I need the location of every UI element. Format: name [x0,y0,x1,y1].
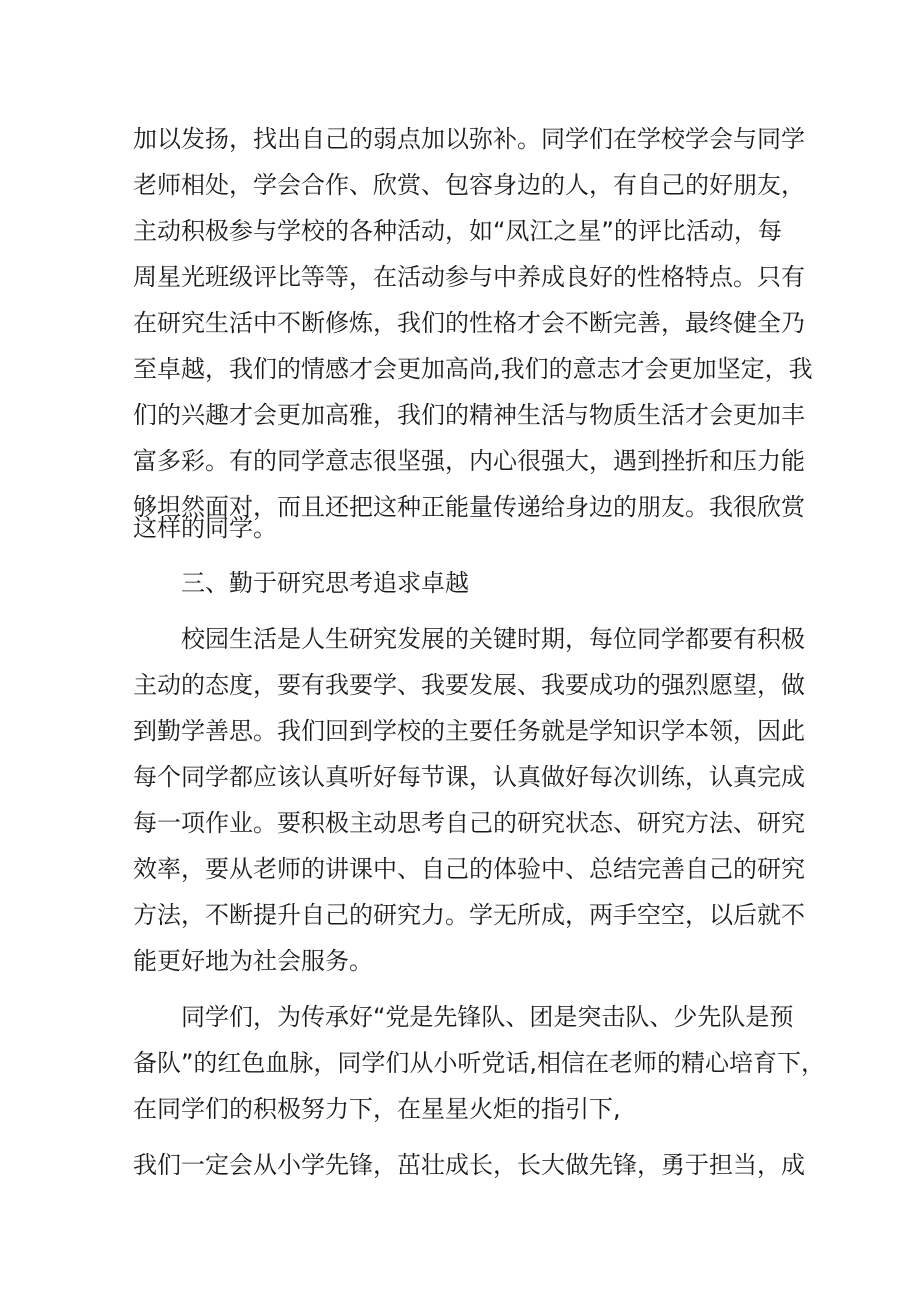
paragraph-line: 方法，不断提升自己的研究力。学无所成，两手空空，以后就不 [133,901,805,929]
paragraph-line: 校园生活是人生研究发展的关键时期，每位同学都要有积极 [181,625,805,653]
paragraph-line: 每一项作业。要积极主动思考自己的研究状态、研究方法、研究 [133,809,805,837]
paragraph-line: 富多彩。有的同学意志很坚强，内心很强大，遇到挫折和压力能 [133,447,805,475]
paragraph-line: 至卓越，我们的情感才会更加高尚,我们的意志才会更加坚定，我 [133,355,813,383]
paragraph-line: 能更好地为社会服务。 [133,947,373,975]
paragraph-line: 到勤学善思。我们回到学校的主要任务就是学知识学本领，因此 [133,717,805,745]
paragraph-line: 备队”的红色血脉，同学们从小听党话,相信在老师的精心培育下， [133,1049,826,1077]
paragraph-line: 周星光班级评比等等，在活动参与中养成良好的性格特点。只有 [133,263,805,291]
paragraph-line: 我们一定会从小学先锋，茁壮成长，长大做先锋，勇于担当，成 [133,1151,805,1179]
paragraph-line: 这样的同学。 [133,514,277,542]
paragraph-line: 效率，要从老师的讲课中、自己的体验中、总结完善自己的研究 [133,855,805,883]
paragraph-line: 在研究生活中不断修炼，我们的性格才会不断完善，最终健全乃 [133,309,805,337]
paragraph-line: 加以发扬，找出自己的弱点加以弥补。同学们在学校学会与同学 [133,125,805,153]
section-heading: 三、勤于研究思考追求卓越 [181,569,469,597]
paragraph-line: 主动的态度，要有我要学、我要发展、我要成功的强烈愿望，做 [133,671,805,699]
paragraph-line: 主动积极参与学校的各种活动，如“凤江之星”的评比活动，每 [133,217,782,245]
paragraph-line: 们的兴趣才会更加高雅，我们的精神生活与物质生活才会更加丰 [133,401,805,429]
paragraph-line: 同学们，为传承好“党是先锋队、团是突击队、少先队是预 [181,1003,794,1031]
paragraph-line: 每个同学都应该认真听好每节课，认真做好每次训练，认真完成 [133,763,805,791]
paragraph-line: 在同学们的积极努力下，在星星火炬的指引下, [133,1095,621,1123]
paragraph-line: 老师相处，学会合作、欣赏、包容身边的人，有自己的好朋友， [133,171,805,199]
paragraph-line: 够坦然面对，而且还把这种正能量传递给身边的朋友。我很欣赏 [133,493,805,521]
